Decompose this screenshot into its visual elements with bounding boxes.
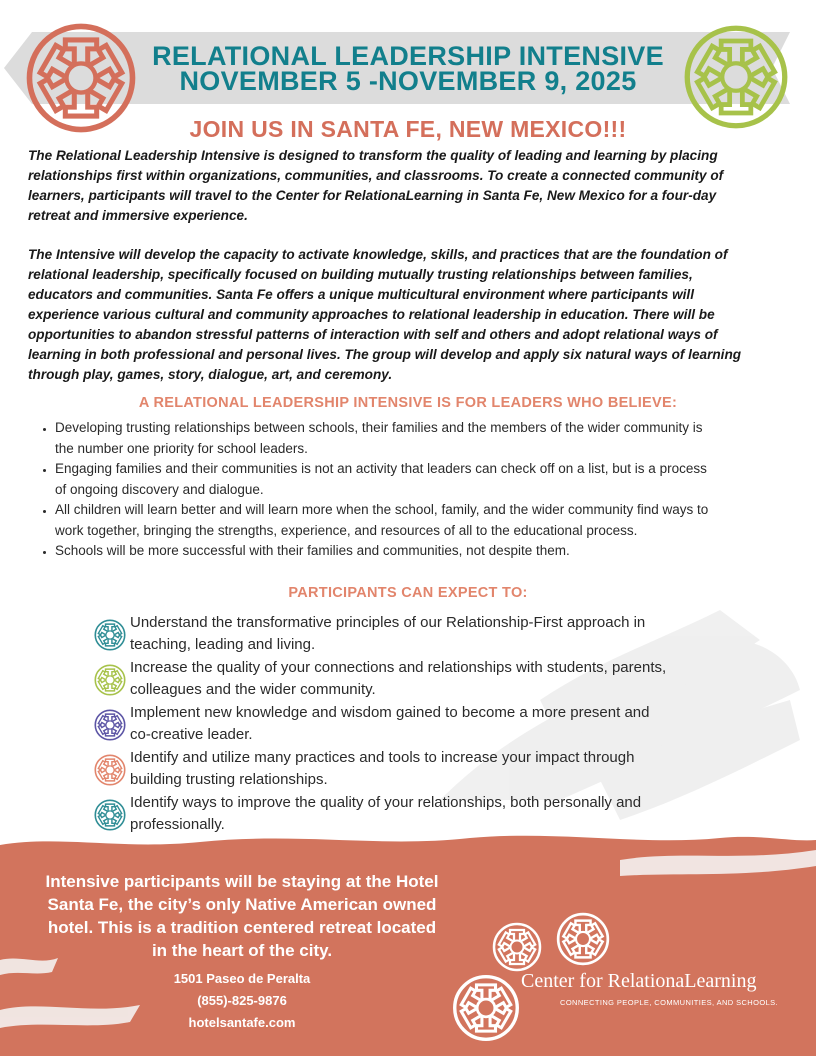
teal-medallion-icon (94, 619, 126, 651)
intro-line: experience various cultural and community approaches to relational leadership in education. There will be (28, 307, 715, 322)
hotel-website-link[interactable]: hotelsantafe.com (188, 1015, 296, 1030)
logo-medallion-icon (492, 922, 542, 972)
intro-line: learners, participants will travel to the Center for RelationaLearning in Santa Fe, New Mexico for a four-day (28, 188, 717, 203)
list-item: Identify ways to improve the quality of your relationships, both personally and professionally. (94, 792, 734, 837)
logo-tagline: CONNECTING PEOPLE, COMMUNITIES, AND SCHOOLS. (560, 998, 779, 1007)
intro-line: The Intensive will develop the capacity to activate knowledge, skills, and practices that are the foundation of (28, 247, 728, 262)
hotel-phone: (855)-825-9876 (197, 993, 287, 1008)
teal-medallion-icon (94, 799, 126, 831)
purple-medallion-icon (94, 709, 126, 741)
list-item: • Schools will be more successful with their families and communities, not despite them. (55, 541, 807, 562)
intro-line: The Relational Leadership Intensive is designed to transform the quality of leading and learning by placing (28, 148, 718, 163)
intro-line: relationships first within organizations, communities, and classrooms. To create a connected community of (28, 168, 724, 183)
intro-line: relational leadership, specifically focused on building mutually trusting relationships between families, (28, 267, 693, 282)
expect-heading: PARTICIPANTS CAN EXPECT TO: (288, 585, 528, 601)
logo-medallion-icon (452, 974, 520, 1042)
believe-heading: A RELATIONAL LEADERSHIP INTENSIVE IS FOR LEADERS WHO BELIEVE: (138, 395, 678, 411)
list-item: Implement new knowledge and wisdom gained to become a more present and co-creative leader. (94, 702, 734, 747)
intro-line: opportunities to abandon stressful patterns of interaction with self and others and adopt relational ways of (28, 327, 718, 342)
list-item: Understand the transformative principles of our Relationship-First approach in teaching, leading and living. (94, 612, 734, 657)
hotel-description: Intensive participants will be staying at the Hotel Santa Fe, the city’s only Native American owned hotel. This is a tradition centered retreat located in the heart of the city. (45, 872, 439, 960)
green-medallion-icon (94, 664, 126, 696)
intro-line: through play, games, story, dialogue, art, and ceremony. (28, 367, 393, 382)
list-item: Identify and utilize many practices and tools to increase your impact through building trusting relationships. (94, 747, 734, 792)
list-item: • Developing trusting relationships between schools, their families and the members of the wider community is the number one priority for school leaders. (55, 418, 807, 459)
hotel-address: 1501 Paseo de Peralta (173, 971, 311, 986)
list-item: • All children will learn better and will learn more when the school, family, and the wider community find ways to work together, bringing the strengths, experience, and resources of all to the educational process. (55, 500, 807, 541)
intro-line: educators and communities. Santa Fe offers a unique multicultural environment where participants will (28, 287, 694, 302)
list-item: Increase the quality of your connections and relationships with students, parents, colleagues and the wider community. (94, 657, 734, 702)
event-dates: NOVEMBER 5 -NOVEMBER 9, 2025 (179, 66, 637, 96)
logo-wordmark: Center for RelationaLearning (521, 970, 757, 992)
coral-medallion-icon (94, 754, 126, 786)
intro-line: learning in both professional and personal lives. The group will develop and apply six natural ways of learning (28, 347, 742, 362)
logo-medallion-icon (556, 912, 610, 966)
expect-list (94, 612, 734, 837)
list-item: • Engaging families and their communities is not an activity that leaders can check off on a list, but is a process of ongoing discovery and dialogue. (55, 459, 807, 500)
intro-line: retreat and immersive experience. (28, 208, 248, 223)
join-us-headline: JOIN US IN SANTA FE, NEW MEXICO!!! (189, 116, 627, 142)
event-title: RELATIONAL LEADERSHIP INTENSIVE (152, 41, 664, 71)
